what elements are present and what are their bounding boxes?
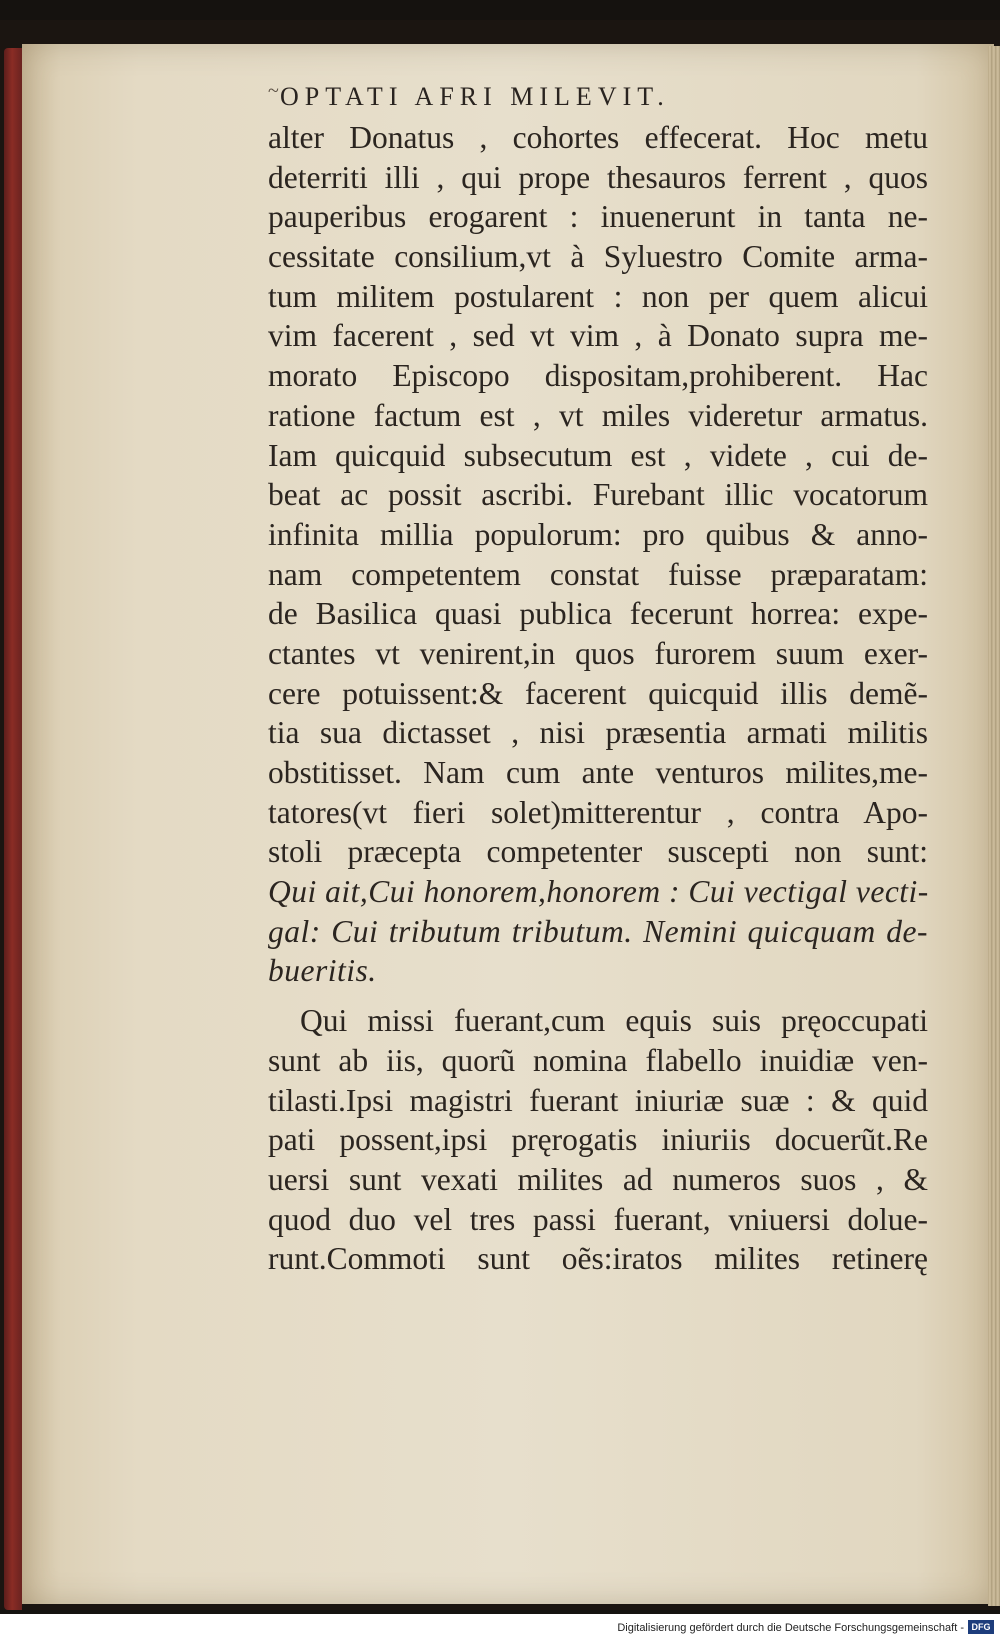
text-line: tia sua dictasset , nisi præsentia armati militis <box>268 715 928 751</box>
text-line: ctantes vt venirent,in quos furorem suum exer- <box>268 635 928 671</box>
page-stack-edge <box>988 46 1000 1606</box>
text-line: de Basilica quasi publica fecerunt horrea: expe- <box>268 596 928 632</box>
text-line: cessitate consilium,vt à Syluestro Comite arma- <box>268 239 928 275</box>
text-line: alter Donatus , cohortes effecerat. Hoc metu <box>268 120 928 155</box>
text-line: stoli præcepta competenter suscepti non sunt: <box>268 834 928 870</box>
quotation-line: bueritis. <box>268 953 377 989</box>
text-line: runt.Commoti sunt oẽs:iratos milites retinerę <box>268 1241 928 1277</box>
head-mark: ~ <box>268 80 279 102</box>
text-line: infinita millia populorum: pro quibus & anno- <box>268 516 928 552</box>
text-line: pauperibus erogarent : inuenerunt in tanta ne- <box>268 199 928 235</box>
text-line: ratione factum est , vt miles videretur armatus. <box>268 397 928 433</box>
funding-notice: Digitalisierung gefördert durch die Deutsche Forschungsgemeinschaft - <box>617 1622 964 1634</box>
text-line: pati possent,ipsi pręrogatis iniuriis docuerũt.Re <box>268 1122 928 1158</box>
text-line: tilasti.Ipsi magistri fuerant iniuriæ suæ : & quid <box>268 1082 928 1118</box>
body-text <box>268 118 928 1279</box>
quotation-line: gal: Cui tributum tributum. Nemini quicquam de- <box>268 913 928 949</box>
text-line: obstitisset. Nam cum ante venturos milites,me- <box>268 755 928 790</box>
footer-bar <box>0 1614 1000 1644</box>
book-edge-left <box>4 48 22 1610</box>
text-line: tatores(vt fieri solet)mitterentur , contra Apo- <box>268 794 928 830</box>
text-line: beat ac possit ascribi. Furebant illic vocatorum <box>268 477 928 513</box>
text-line: quod duo vel tres passi fuerant, vniuersi dolue- <box>268 1201 928 1237</box>
text-line: Qui missi fuerant,cum equis suis pręoccupati <box>300 1003 928 1039</box>
text-line: cere potuissent:& facerent quicquid illis demẽ- <box>268 675 928 711</box>
text-line: nam competentem constat fuisse præparatam: <box>268 556 928 592</box>
text-line: sunt ab iis, quorũ nomina flabello inuidiæ ven- <box>268 1042 928 1078</box>
text-line: vim facerent , sed vt vim , à Donato supra me- <box>268 318 928 354</box>
running-head: OPTATI AFRI MILEVIT. <box>280 82 670 111</box>
text-line: deterriti illi , qui prope thesauros ferrent , quos <box>268 159 928 195</box>
dfg-logo: DFG <box>968 1620 994 1634</box>
text-line: tum militem postularent : non per quem alicui <box>268 278 928 314</box>
text-line: uersi sunt vexati milites ad numeros suos , & <box>268 1161 928 1197</box>
quotation-line: Qui ait,Cui honorem,honorem : Cui vectigal vecti- <box>268 874 929 910</box>
text-line: Iam quicquid subsecutum est , videte , cui de- <box>268 437 928 473</box>
text-line: morato Episcopo dispositam,prohiberent. Hac <box>268 358 928 394</box>
